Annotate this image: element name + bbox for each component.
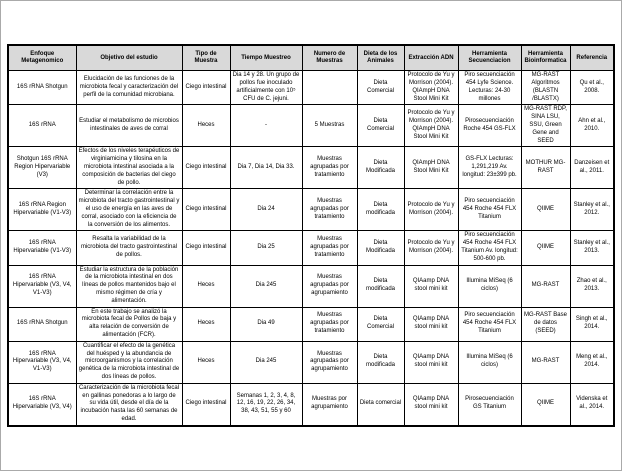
table-cell: Dia 49 [230, 307, 302, 341]
table-cell: Stanley et al., 2013. [570, 231, 614, 265]
table-cell: Piro secuenciación 454 Lyfe Science. Lecturas: 24-30 millones [458, 71, 521, 105]
table-cell: Ciego intestinal [182, 383, 230, 425]
table-cell: Ciego intestinal [182, 189, 230, 231]
table-cell: Heces [182, 105, 230, 147]
table-row [8, 383, 614, 425]
column-header: Objetivo del estudio [76, 45, 182, 71]
table-body [8, 71, 614, 426]
table-cell: Dieta modificada [357, 341, 404, 383]
table-row [8, 307, 614, 341]
table-cell: Dia 7, Dia 14, Dia 33. [230, 147, 302, 189]
table-cell: Dieta Modificada [357, 147, 404, 189]
table-cell: MG-RAST Algoritmos (BLASTN /BLASTX) [521, 71, 570, 105]
table-cell: Dia 25 [230, 231, 302, 265]
header-row [8, 45, 614, 71]
table-cell: Pirosecuenciación GS Titanium [458, 383, 521, 425]
table-cell: QIIME [521, 189, 570, 231]
column-header: Numero de Muestras [302, 45, 357, 71]
metagenomics-study-table [7, 44, 615, 426]
table-cell: Stanley et al., 2012. [570, 189, 614, 231]
table-row [8, 147, 614, 189]
table-cell: Illumina MiSeq (6 ciclos) [458, 341, 521, 383]
column-header: Tipo de Muestra [182, 45, 230, 71]
table-cell: Shotgun 16S rRNA Region Hipervariable (V3) [8, 147, 76, 189]
table-cell: Cuantificar el efecto de la genética del huésped y la abundancia de microorganismos y la correlación genética de la microbiota intestinal de dos líneas de pollos. [76, 341, 182, 383]
column-header: Herramienta Secuenciacion [458, 45, 521, 71]
table-cell: Ahn et al., 2010. [570, 105, 614, 147]
table-cell: MG-RAST [521, 265, 570, 307]
table-cell: 16S rRNA Region Hipervariable (V1-V3) [8, 189, 76, 231]
table-cell: Muestras agrupadas por agrupamiento [302, 265, 357, 307]
table-cell: 16S rRNA Shotgun [8, 307, 76, 341]
table-cell: Ciego intestinal [182, 147, 230, 189]
table-cell: Semanas 1, 2, 3, 4, 8, 12, 16, 19, 22, 26, 34, 38, 43, 51, 55 y 60 [230, 383, 302, 425]
table-cell: Dieta Comercial [357, 307, 404, 341]
table-row [8, 105, 614, 147]
table-cell: Muestras agrupadas por tratamiento [302, 307, 357, 341]
table-cell: Dia 245 [230, 341, 302, 383]
table-cell: Dia 245 [230, 265, 302, 307]
column-header: Enfoque Metagenomico [8, 45, 76, 71]
table-cell: Meng et al., 2014. [570, 341, 614, 383]
table-cell: Danzeisen et al., 2011. [570, 147, 614, 189]
column-header: Tiempo Muestreo [230, 45, 302, 71]
table-row [8, 189, 614, 231]
table-cell: Estudiar el metabolismo de microbios intestinales de aves de corral [76, 105, 182, 147]
table-cell: QIAamp DNA stool mini kit [404, 383, 458, 425]
table-cell: Dia 14 y 28. Un grupo de pollos fue inoculado artificialmente con 10⁵ CFU de C. jejuni. [230, 71, 302, 105]
table-cell: Dieta Comercial [357, 71, 404, 105]
table-cell: En este trabajo se analizó la microbiota fecal de Pollos de baja y alta relación de conversión de alimentación (FCR). [76, 307, 182, 341]
table-cell: 16S rRNA Shotgun [8, 71, 76, 105]
table-cell: Resalta la variabilidad de la microbiota del tracto gastrointestinal de pollos. [76, 231, 182, 265]
table-cell: Muestras agrupadas por tratamiento [302, 231, 357, 265]
table-cell: Elucidación de las funciones de la microbiota fecal y caracterización del perfil de la comunidad microbiana. [76, 71, 182, 105]
table-cell: MOTHUR MG-RAST [521, 147, 570, 189]
table-cell: Piro secuenciación 454 Roche 454 FLX Titanium [458, 307, 521, 341]
table-cell: Pirosecuenciación Roche 454 GS-FLX [458, 105, 521, 147]
column-header: Referencia [570, 45, 614, 71]
table-cell: Muestras agrupadas por tratamiento [302, 189, 357, 231]
table-cell: Dieta Comercial [357, 105, 404, 147]
table-cell: 16S rRNA Hipervariable (V1-V3) [8, 231, 76, 265]
table-cell: Muestras por agrupamiento [302, 383, 357, 425]
table-cell: QIAmpH DNA Stool Mini Kit [404, 147, 458, 189]
table-cell: 16S rRNA Hipervariable (V3, V4, V1-V3) [8, 265, 76, 307]
table-cell: Illumina MiSeq (6 ciclos) [458, 265, 521, 307]
table-row [8, 341, 614, 383]
table-cell: Determinar la correlación entre la microbiota del tracto gastrointestinal y el uso de energía en las aves de corral, asociado con la eficiencia de la conversión de los alimentos. [76, 189, 182, 231]
table-cell: Singh et al., 2014. [570, 307, 614, 341]
table-row [8, 265, 614, 307]
column-header: Extracción ADN [404, 45, 458, 71]
table-cell: Piro secuenciación 454 Roche 454 FLX Titanium [458, 189, 521, 231]
table-cell: Protocolo de Yu y Morrison (2004). QIAmpH DNA Stool Mini Kit [404, 105, 458, 147]
table-cell: - [230, 105, 302, 147]
table-cell [302, 71, 357, 105]
table-cell: Heces [182, 265, 230, 307]
table-cell: QIAamp DNA stool mini kit [404, 341, 458, 383]
table-cell: Protocolo de Yu y Morrison (2004). QIAmpH DNA Stool Mini Kit [404, 71, 458, 105]
table-cell: Dieta comercial [357, 383, 404, 425]
table-cell: Muestras agrupadas por agrupamiento [302, 341, 357, 383]
table-cell: Efectos de los niveles terapéuticos de virginiamicina y tilosina en la microbiota intestinal asociada a la composición de bacterias del ciego de pollo. [76, 147, 182, 189]
table-row [8, 71, 614, 105]
table-cell: MG-RAST [521, 341, 570, 383]
table-cell: Qu et al., 2008. [570, 71, 614, 105]
table-cell: QIIME [521, 231, 570, 265]
table-cell: Muestras agrupadas por tratamiento [302, 147, 357, 189]
column-header: Herramienta Bioinformatica [521, 45, 570, 71]
table-cell: 5 Muestras [302, 105, 357, 147]
table-cell: Dieta modificada [357, 265, 404, 307]
table-cell: Dieta modificada [357, 189, 404, 231]
table-cell: Ciego intestinal [182, 231, 230, 265]
table-cell: Protocolo de Yu y Morrison (2004). [404, 231, 458, 265]
table-row [8, 231, 614, 265]
table-cell: 16S rRNA Hipervariable (V3, V4, V1-V3) [8, 341, 76, 383]
table-cell: QIIME [521, 383, 570, 425]
table-cell: QIAamp DNA stool mini kit [404, 307, 458, 341]
table-cell: Dia 24 [230, 189, 302, 231]
table-cell: Estudiar la estructura de la población de la microbiota intestinal en dos líneas de pollos mantenidos bajo el mismo régimen de cría y alimentación. [76, 265, 182, 307]
table-cell: Heces [182, 307, 230, 341]
table-cell: 16S rRNA [8, 105, 76, 147]
table-cell: QIAamp DNA stool mini kit [404, 265, 458, 307]
table-cell: Dieta Modificada [357, 231, 404, 265]
table-cell: Caracterización de la microbiota fecal en gallinas ponedoras a lo largo de su vida útil, desde el día de la incubación hasta las 60 semanas de edad. [76, 383, 182, 425]
column-header: Dieta de los Animales [357, 45, 404, 71]
table-cell: 16S rRNA Hipervariable (V3, V4) [8, 383, 76, 425]
table-cell: Zhao et al., 2013. [570, 265, 614, 307]
table-cell: GS-FLX Lecturas: 1,291,219 Av. longitud: 23±399 pb. [458, 147, 521, 189]
table-cell: MG-RAST RDP, SINA LSU, SSU, Green Gene and SEED [521, 105, 570, 147]
table-cell: Heces [182, 341, 230, 383]
table-cell: Piro secuenciación 454 Roche 454 FLX Titanium Av. longitud: 500-600 pb. [458, 231, 521, 265]
table-cell: Protocolo de Yu y Morrison (2004). [404, 189, 458, 231]
table-cell: MG-RAST Base de datos (SEED) [521, 307, 570, 341]
table-cell: Ciego intestinal [182, 71, 230, 105]
table-cell: Videnska et al., 2014. [570, 383, 614, 425]
